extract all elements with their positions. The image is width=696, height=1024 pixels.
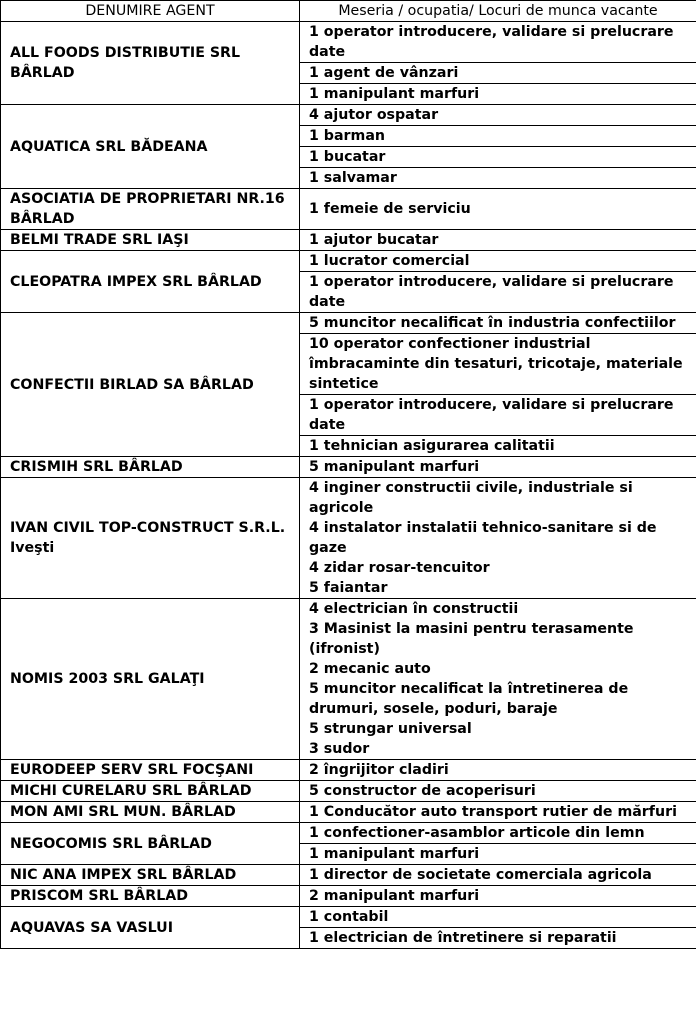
table-header-row (1, 1, 696, 22)
job-vacancy: 1 Conducător auto transport rutier de mărfuri (300, 802, 696, 823)
agent-name: EURODEEP SERV SRL FOCŞANI (1, 760, 300, 781)
job-vacancy: 4 electrician în constructii 3 Masinist la masini pentru terasamente (ifronist) 2 mecanic auto 5 muncitor necalificat la întretinerea de drumuri, sosele, poduri, baraje 5 strungar universal 3 sudor (300, 599, 696, 760)
agent-name: MON AMI SRL MUN. BÂRLAD (1, 802, 300, 823)
agent-name: AQUATICA SRL BĂDEANA (1, 105, 300, 189)
job-vacancy: 1 tehnician asigurarea calitatii (300, 436, 696, 457)
agent-name: NEGOCOMIS SRL BÂRLAD (1, 823, 300, 865)
table-row (1, 907, 696, 928)
table-row (1, 251, 696, 272)
agent-name: BELMI TRADE SRL IAŞI (1, 230, 300, 251)
table-row (1, 760, 696, 781)
agent-name: PRISCOM SRL BÂRLAD (1, 886, 300, 907)
job-vacancy: 4 ajutor ospatar (300, 105, 696, 126)
job-vacancy: 4 inginer constructii civile, industriale si agricole 4 instalator instalatii tehnico-sanitare si de gaze 4 zidar rosar-tencuitor 5 faiantar (300, 478, 696, 599)
job-vacancy: 1 bucatar (300, 147, 696, 168)
job-vacancy: 10 operator confectioner industrial îmbracaminte din tesaturi, tricotaje, materiale sintetice (300, 334, 696, 395)
job-vacancy: 1 ajutor bucatar (300, 230, 696, 251)
agent-name: NIC ANA IMPEX SRL BÂRLAD (1, 865, 300, 886)
table-row (1, 478, 696, 599)
job-vacancy: 5 constructor de acoperisuri (300, 781, 696, 802)
job-vacancy: 1 manipulant marfuri (300, 844, 696, 865)
job-vacancy: 1 contabil (300, 907, 696, 928)
table-row (1, 189, 696, 230)
job-vacancy: 1 operator introducere, validare si prelucrare date (300, 22, 696, 63)
job-vacancy: 1 salvamar (300, 168, 696, 189)
table-row (1, 781, 696, 802)
table-row (1, 865, 696, 886)
job-vacancy: 1 manipulant marfuri (300, 84, 696, 105)
table-row (1, 823, 696, 844)
job-vacancy: 2 îngrijitor cladiri (300, 760, 696, 781)
table-row (1, 22, 696, 63)
agent-name: CRISMIH SRL BÂRLAD (1, 457, 300, 478)
table-body (1, 22, 696, 949)
agent-name: CLEOPATRA IMPEX SRL BÂRLAD (1, 251, 300, 313)
job-vacancy: 1 confectioner-asamblor articole din lemn (300, 823, 696, 844)
agent-name: AQUAVAS SA VASLUI (1, 907, 300, 949)
table-row (1, 105, 696, 126)
job-vacancy: 5 muncitor necalificat în industria confectiilor (300, 313, 696, 334)
job-vacancy: 2 manipulant marfuri (300, 886, 696, 907)
agent-name: IVAN CIVIL TOP-CONSTRUCT S.R.L. Iveşti (1, 478, 300, 599)
table-row (1, 230, 696, 251)
table-row (1, 457, 696, 478)
table-row (1, 313, 696, 334)
header-agent: DENUMIRE AGENT (1, 1, 300, 22)
agent-name: CONFECTII BIRLAD SA BÂRLAD (1, 313, 300, 457)
agent-name: NOMIS 2003 SRL GALAŢI (1, 599, 300, 760)
job-vacancy: 1 agent de vânzari (300, 63, 696, 84)
table-row (1, 599, 696, 760)
job-vacancy: 1 director de societate comerciala agricola (300, 865, 696, 886)
header-jobs: Meseria / ocupatia/ Locuri de munca vacante (300, 1, 696, 22)
agent-name: MICHI CURELARU SRL BÂRLAD (1, 781, 300, 802)
job-vacancy: 5 manipulant marfuri (300, 457, 696, 478)
job-vacancy: 1 barman (300, 126, 696, 147)
table-row (1, 886, 696, 907)
job-vacancy: 1 electrician de întretinere si reparatii (300, 928, 696, 949)
job-vacancy: 1 lucrator comercial (300, 251, 696, 272)
agent-name: ASOCIATIA DE PROPRIETARI NR.16 BÂRLAD (1, 189, 300, 230)
job-vacancy: 1 femeie de serviciu (300, 189, 696, 230)
agent-name: ALL FOODS DISTRIBUTIE SRL BÂRLAD (1, 22, 300, 105)
table-row (1, 802, 696, 823)
job-vacancy: 1 operator introducere, validare si prelucrare date (300, 272, 696, 313)
job-vacancy: 1 operator introducere, validare si prelucrare date (300, 395, 696, 436)
